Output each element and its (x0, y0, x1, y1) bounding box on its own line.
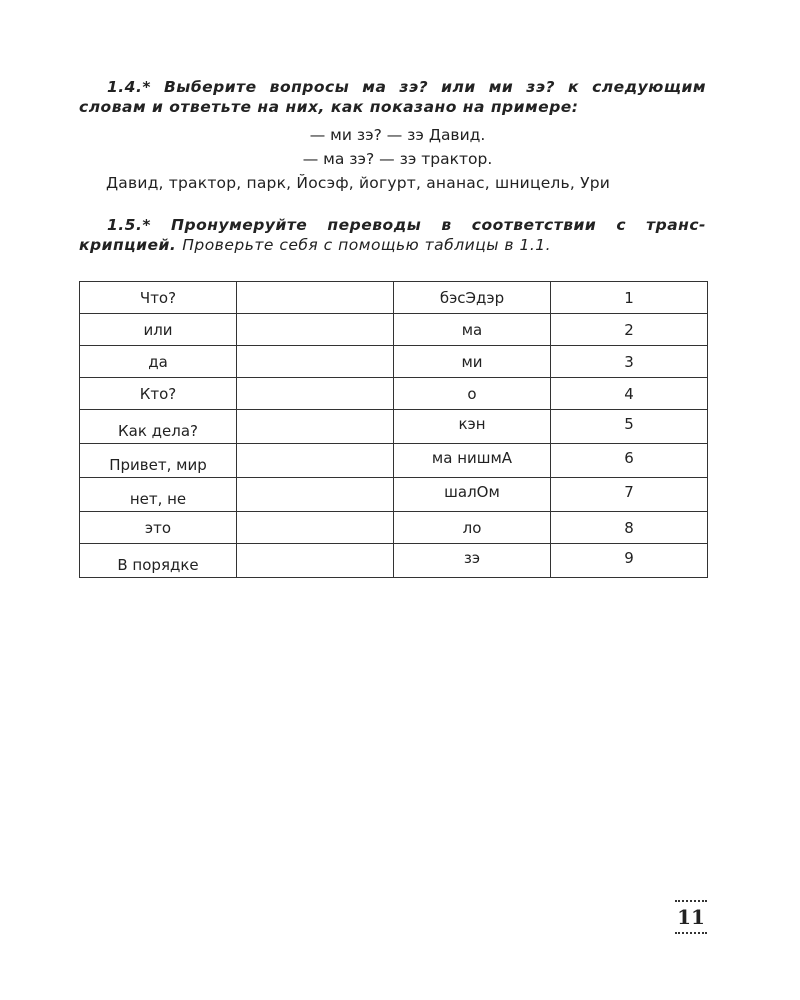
transcription-cell: о (394, 378, 551, 410)
number-cell: 3 (551, 346, 708, 378)
exercise-1-5-heading-instruction: Проверьте себя с помощью таблицы в 1.1. (182, 236, 552, 254)
table-row (80, 544, 708, 578)
example-line-2: — ма зэ? — зэ трактор. (302, 150, 493, 168)
number-cell: 8 (551, 512, 708, 544)
number-cell: 4 (551, 378, 708, 410)
page-content (79, 77, 706, 578)
transcription-cell: ма нишмА (394, 444, 551, 478)
answer-cell[interactable] (237, 478, 394, 512)
translation-cell: или (80, 314, 237, 346)
translation-cell: нет, не (80, 478, 237, 512)
table-row (80, 512, 708, 544)
number-cell: 5 (551, 410, 708, 444)
answer-cell[interactable] (237, 282, 394, 314)
example-line-1: — ми зэ? — зэ Давид. (309, 126, 486, 144)
exercise-1-4-heading-line1: 1.4.* Выберите вопросы ма зэ? или ми зэ? к следующим (107, 78, 706, 96)
transcription-cell: шалОм (394, 478, 551, 512)
number-cell: 7 (551, 478, 708, 512)
translation-cell: да (80, 346, 237, 378)
answer-cell[interactable] (237, 410, 394, 444)
translation-cell: Что? (80, 282, 237, 314)
number-cell: 6 (551, 444, 708, 478)
table-row (80, 378, 708, 410)
exercise-1-5-heading-bold: крипцией. (79, 236, 177, 254)
answer-cell[interactable] (237, 378, 394, 410)
table-row (80, 444, 708, 478)
transcription-cell: ма (394, 314, 551, 346)
transcription-cell: кэн (394, 410, 551, 444)
exercise-1-4-heading-line2: словам и ответьте на них, как показано на примере: (79, 98, 579, 116)
answer-cell[interactable] (237, 444, 394, 478)
translation-cell: В порядке (80, 544, 237, 578)
answer-cell[interactable] (237, 544, 394, 578)
translation-cell: это (80, 512, 237, 544)
number-cell: 2 (551, 314, 708, 346)
translation-table (79, 281, 708, 578)
word-list: Давид, трактор, парк, Йосэф, йогурт, ананас, шницель, Ури (106, 174, 611, 192)
number-cell: 1 (551, 282, 708, 314)
table-row (80, 282, 708, 314)
exercise-1-5-heading-line1: 1.5.* Пронумеруйте переводы в соответствии с транс- (107, 216, 706, 234)
answer-cell[interactable] (237, 314, 394, 346)
translation-cell: Как дела? (80, 410, 237, 444)
transcription-cell: зэ (394, 544, 551, 578)
number-cell: 9 (551, 544, 708, 578)
exercise-1-5 (79, 215, 706, 255)
exercise-1-5-heading-line2 (79, 235, 706, 255)
translation-cell: Кто? (80, 378, 237, 410)
answer-cell[interactable] (237, 346, 394, 378)
table-row (80, 478, 708, 512)
page-number: 11 (675, 900, 707, 934)
table-row (80, 314, 708, 346)
transcription-cell: бэсЭдэр (394, 282, 551, 314)
table-row (80, 346, 708, 378)
table-row (80, 410, 708, 444)
transcription-cell: ми (394, 346, 551, 378)
transcription-cell: ло (394, 512, 551, 544)
translation-cell: Привет, мир (80, 444, 237, 478)
answer-cell[interactable] (237, 512, 394, 544)
